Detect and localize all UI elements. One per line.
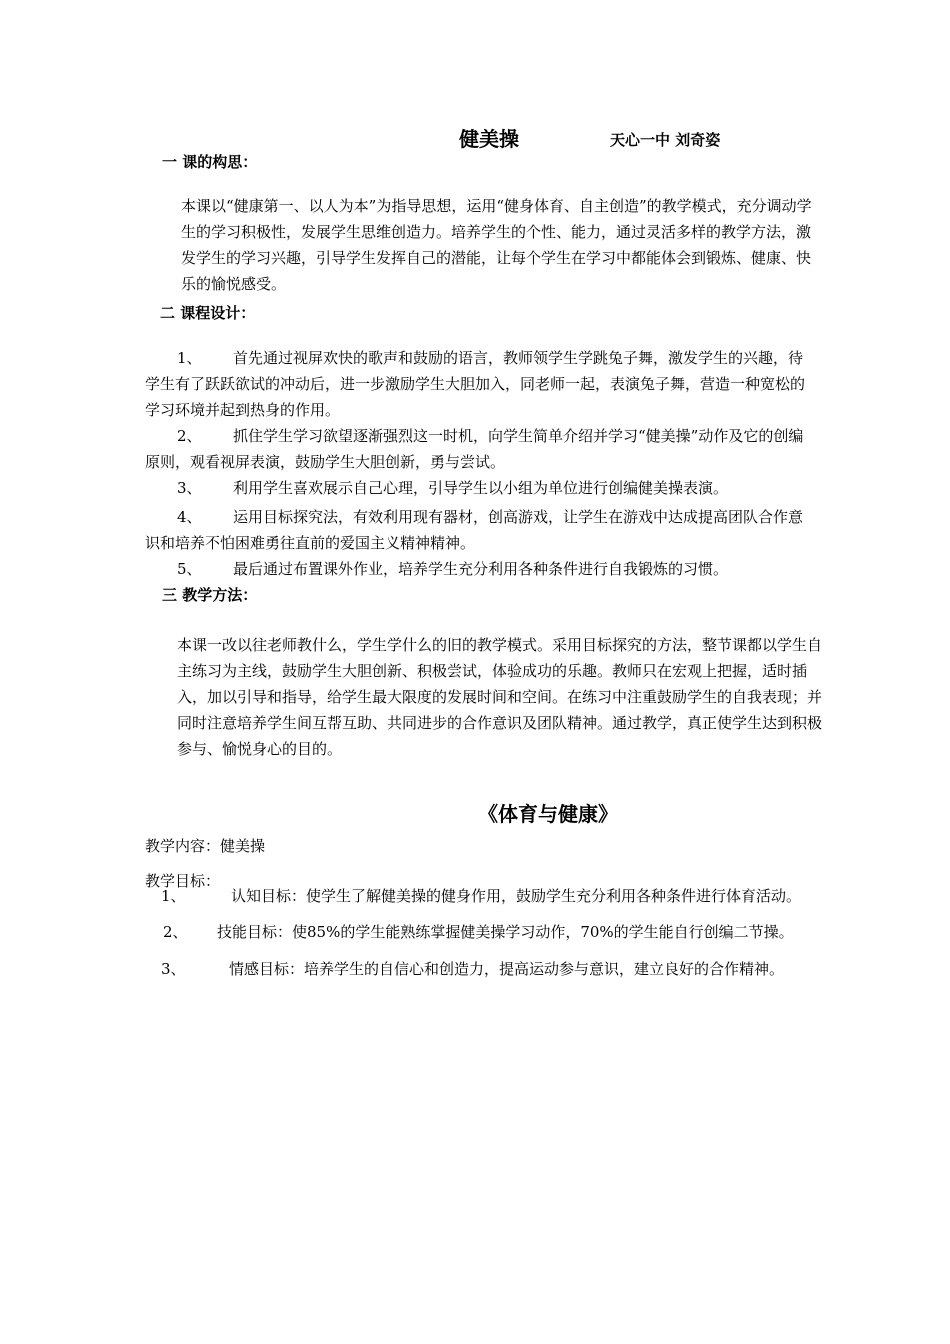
goal-text: 认知目标：使学生了解健美操的健身作用，鼓励学生充分利用各种条件进行体育活动。: [231, 887, 802, 905]
page-title: 健美操: [459, 127, 519, 151]
section-heading-design: 二 课程设计：: [160, 304, 256, 322]
author-line: 天心一中 刘奇姿: [610, 131, 721, 149]
design-item-text: 运用目标探究法，有效利用现有器材，创高游戏，让学生在游戏中达成提高团队合作意识和培养不怕困难勇往直前的爱国主义精神精神。: [145, 508, 804, 552]
design-item-text: 利用学生喜欢展示自己心理，引导学生以小组为单位进行创编健美操表演。: [233, 479, 729, 497]
design-item-number: 5、: [177, 560, 202, 578]
goal-item-3: [145, 960, 815, 978]
goal-number: 1、: [161, 887, 186, 905]
goal-item-1: [145, 887, 815, 905]
section-heading-method: 三 教学方法：: [162, 586, 258, 604]
section-heading-concept: 一 课的构思：: [162, 153, 258, 171]
design-item-1: [145, 345, 815, 423]
teaching-goals-label: 教学目标：: [145, 872, 221, 890]
concept-paragraph: 本课以“健康第一、以人为本”为指导思想，运用“健身体育、自主创造”的教学模式，充分调动学生的学习积极性，发展学生思维创造力。培养学生的个性、能力，通过灵活多样的教学方法，激发学生的学习兴趣，引导学生发挥自己的潜能，让每个学生在学习中都能体会到锻炼、健康、快乐的愉悦感受。: [181, 197, 812, 293]
teaching-content: 教学内容：健美操: [145, 837, 266, 855]
design-item-4: [145, 504, 815, 556]
design-item-text: 首先通过视屏欢快的歌声和鼓励的语言，教师领学生学跳兔子舞，激发学生的兴趣，待学生有了跃跃欲试的冲动后，进一步激励学生大胆加入，同老师一起，表演兔子舞，营造一种宽松的学习环境并起到热身的作用。: [145, 349, 806, 419]
design-item-text: 抓住学生学习欲望逐渐强烈这一时机，向学生简单介绍并学习“健美操”动作及它的创编原则，观看视屏表演，鼓励学生大胆创新，勇与尝试。: [145, 427, 804, 471]
design-item-number: 1、: [177, 349, 202, 367]
goal-number: 3、: [161, 960, 186, 978]
design-item-number: 4、: [177, 508, 202, 526]
design-item-number: 3、: [177, 479, 202, 497]
plan-title: 《体育与健康》: [478, 802, 618, 826]
goal-text: 技能目标：使85%的学生能熟练掌握健美操学习动作，70%的学生能自行创编二节操。: [217, 923, 794, 941]
method-paragraph: 本课一改以往老师教什么，学生学什么的旧的教学模式。采用目标探究的方法，整节课都以学生自主练习为主线，鼓励学生大胆创新、积极尝试，体验成功的乐趣。教师只在宏观上把握，适时插入，加以引导和指导，给学生最大限度的发展时间和空间。在练习中注重鼓励学生的自我表现；并同时注意培养学生间互帮互助、共同进步的合作意识及团队精神。通过教学，真正使学生达到积极参与、愉悦身心的目的。: [177, 636, 823, 758]
design-item-text: 最后通过布置课外作业，培养学生充分利用各种条件进行自我锻炼的习惯。: [233, 560, 729, 578]
design-item-2: [145, 423, 815, 475]
design-item-5: [145, 556, 815, 582]
design-item-number: 2、: [177, 427, 202, 445]
design-item-3: [145, 475, 815, 501]
goal-item-2: [145, 923, 815, 941]
goal-text: 情感目标：培养学生的自信心和创造力，提高运动参与意识，建立良好的合作精神。: [229, 960, 785, 978]
goal-number: 2、: [163, 923, 188, 941]
